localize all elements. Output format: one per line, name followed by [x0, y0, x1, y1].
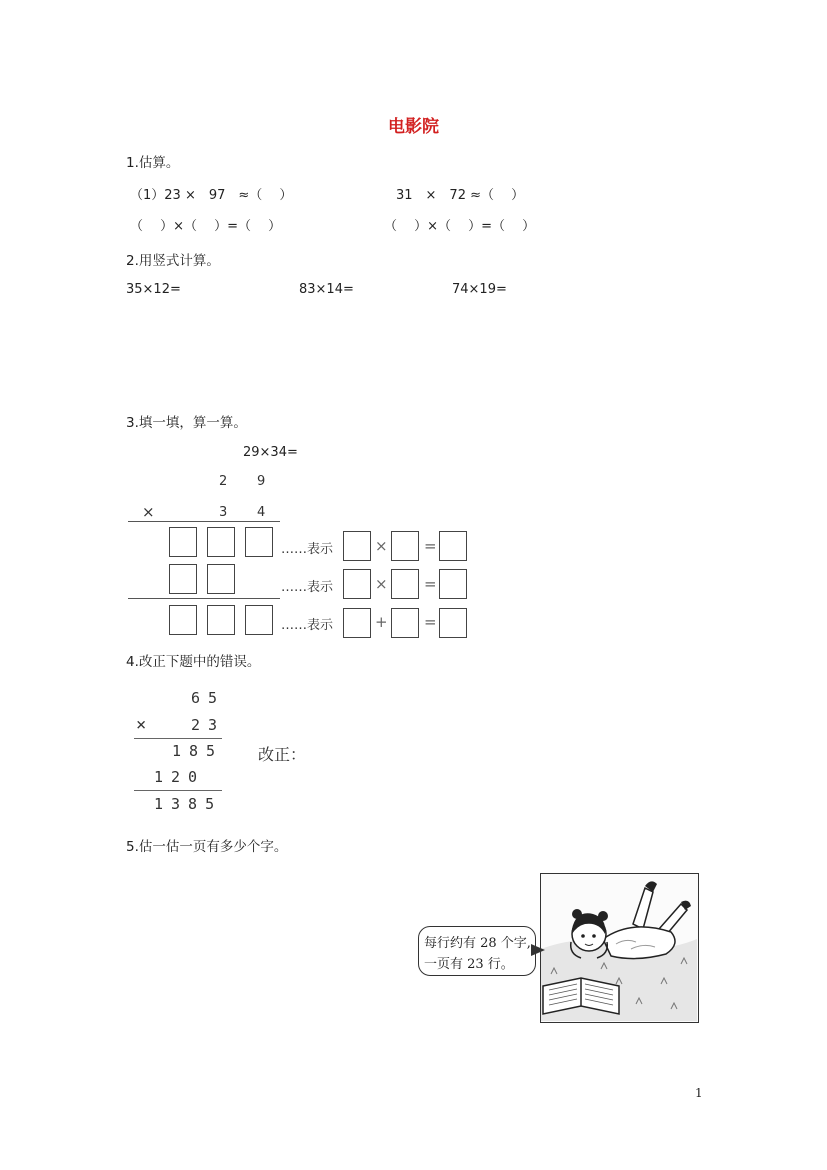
q4-heading: 4.改正下题中的错误。 [126, 654, 261, 670]
q3-r3-op: + [375, 613, 388, 631]
q3-r1-operand-box-1[interactable] [343, 531, 371, 561]
q4-multiplier: 23 [191, 716, 226, 734]
q5-heading: 5.估一估一页有多少个字。 [126, 839, 288, 855]
q3-r1-answer-box-3[interactable] [245, 527, 273, 557]
q3-expression: 29×34= [243, 445, 298, 460]
q3-heading: 3.填一填，算一算。 [126, 415, 247, 431]
speech-bubble-line-1: 每行约有 28 个字, [424, 936, 531, 951]
reading-girl-illustration [540, 873, 699, 1023]
q3-r3-answer-box-3[interactable] [245, 605, 273, 635]
q3-r2-result-box[interactable] [439, 569, 467, 599]
q4-fix-label: 改正： [258, 745, 307, 764]
q4-times-sign: × [136, 715, 155, 735]
q1-row1-left: （1）23 × 97 ≈（ ） [130, 188, 293, 203]
q3-top-digit-2: 9 [257, 474, 266, 489]
q3-r1-operand-box-2[interactable] [391, 531, 419, 561]
q3-divider-1 [128, 521, 280, 522]
q1-heading: 1.估算。 [126, 155, 180, 171]
q4-partial-1: 185 [172, 742, 224, 760]
q3-divider-2 [128, 598, 280, 599]
page-title: 电影院 [388, 117, 439, 137]
q3-times-sign: × [142, 503, 155, 521]
q3-r3-result-box[interactable] [439, 608, 467, 638]
q3-r2-answer-box-2[interactable] [207, 564, 235, 594]
q4-product: 1385 [154, 795, 223, 813]
speech-bubble-tail [531, 944, 545, 956]
q3-r1-op: × [375, 537, 388, 555]
page-number: 1 [695, 1086, 703, 1100]
q3-r2-label: ……表示 [281, 580, 334, 595]
q2-item-3: 74×19= [452, 282, 507, 297]
q3-r3-equals: = [424, 613, 437, 631]
q4-divider-2 [134, 790, 222, 791]
girl-reading-icon [541, 874, 697, 1021]
q3-r2-op: × [375, 575, 388, 593]
q3-r3-operand-box-1[interactable] [343, 608, 371, 638]
q3-bottom-digit-1: 3 [219, 505, 228, 520]
q3-r1-answer-box-1[interactable] [169, 527, 197, 557]
q3-r1-label: ……表示 [281, 542, 334, 557]
q3-r2-operand-box-2[interactable] [391, 569, 419, 599]
q3-top-digit-1: 2 [219, 474, 228, 489]
q2-item-1: 35×12= [126, 282, 181, 297]
q3-r2-equals: = [424, 575, 437, 593]
q3-r3-label: ……表示 [281, 618, 334, 633]
q2-item-2: 83×14= [299, 282, 354, 297]
q3-r3-operand-box-2[interactable] [391, 608, 419, 638]
q3-r3-answer-box-2[interactable] [207, 605, 235, 635]
q4-multiplicand: 65 [191, 689, 226, 707]
q3-r2-operand-box-1[interactable] [343, 569, 371, 599]
q1-row2-right: （ ）×（ ）=（ ） [384, 219, 536, 234]
q3-r1-result-box[interactable] [439, 531, 467, 561]
q3-r1-answer-box-2[interactable] [207, 527, 235, 557]
q4-partial-2: 120 [154, 768, 206, 786]
q4-divider-1 [134, 738, 222, 739]
q1-row1-right: 31 × 72 ≈（ ） [396, 188, 525, 203]
q3-bottom-digit-2: 4 [257, 505, 266, 520]
speech-bubble-line-2: 一页有 23 行。 [424, 957, 514, 972]
q2-heading: 2.用竖式计算。 [126, 253, 220, 269]
q3-r3-answer-box-1[interactable] [169, 605, 197, 635]
q3-r1-equals: = [424, 537, 437, 555]
q3-r2-answer-box-1[interactable] [169, 564, 197, 594]
q1-row2-left: （ ）×（ ）=（ ） [130, 219, 282, 234]
